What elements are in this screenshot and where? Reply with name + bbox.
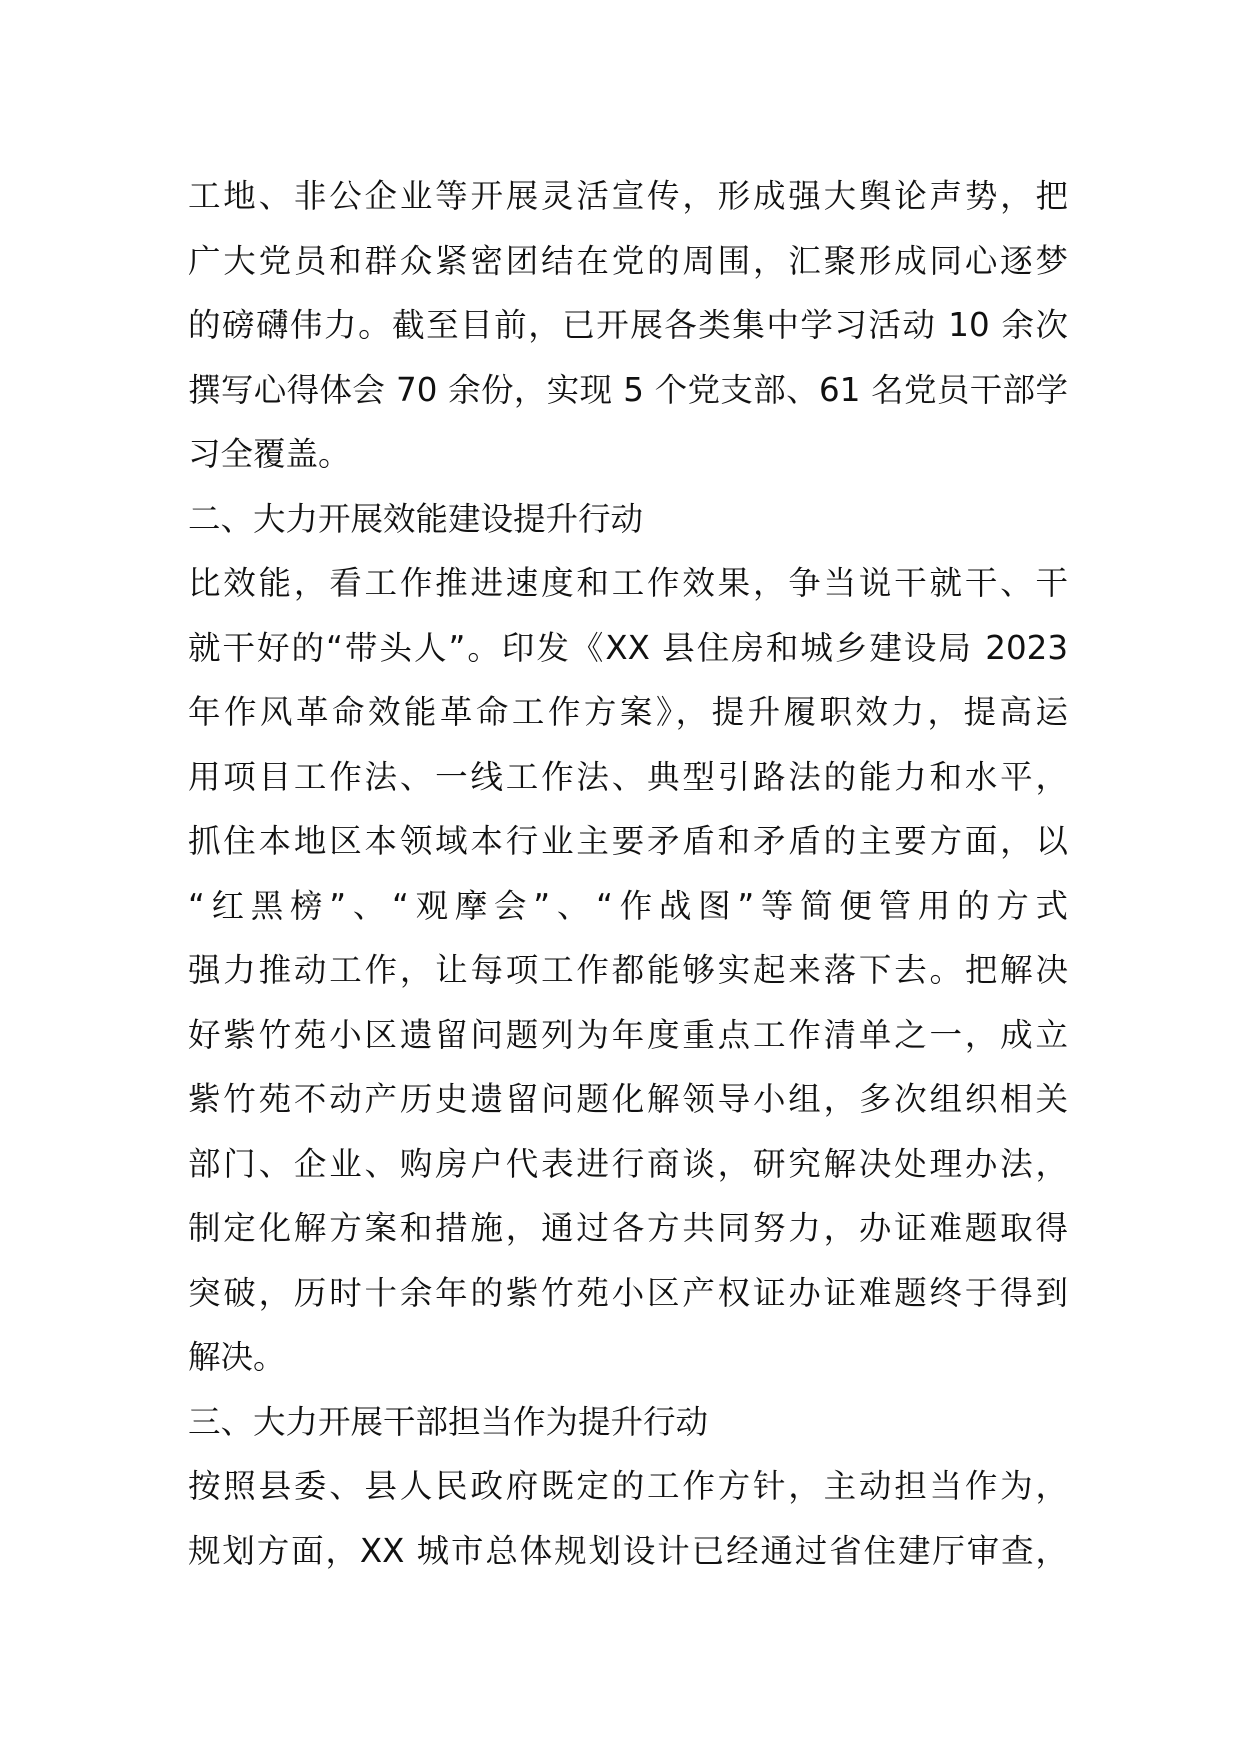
text-line: “红黑榜”、“观摩会”、“作战图”等简便管用的方式 — [188, 886, 1068, 925]
text-line: 二、大力开展效能建设提升行动 — [188, 499, 644, 538]
text-line: 就干好的“带头人”。印发《XX 县住房和城乡建设局 2023 — [188, 628, 1068, 667]
text-line: 的磅礴伟力。截至目前，已开展各类集中学习活动 10 余次 — [188, 306, 1068, 344]
text-line: 用项目工作法、一线工作法、典型引路法的能力和水平， — [188, 757, 1068, 796]
text-line: 好紫竹苑小区遗留问题列为年度重点工作清单之一，成立 — [188, 1015, 1068, 1054]
text-line: 强力推动工作，让每项工作都能够实起来落下去。把解决 — [188, 951, 1068, 989]
text-line: 按照县委、县人民政府既定的工作方针，主动担当作为， — [188, 1467, 1068, 1505]
text-line: 制定化解方案和措施，通过各方共同努力，办证难题取得 — [188, 1209, 1068, 1247]
text-line: 工地、非公企业等开展灵活宣传，形成强大舆论声势，把 — [188, 177, 1068, 215]
text-line: 紫竹苑不动产历史遗留问题化解领导小组，多次组织相关 — [188, 1080, 1068, 1118]
text-line: 部门、企业、购房户代表进行商谈，研究解决处理办法， — [188, 1144, 1068, 1183]
text-line: 规划方面，XX 城市总体规划设计已经通过省住建厅审查， — [188, 1531, 1068, 1570]
text-line: 比效能，看工作推进速度和工作效果，争当说干就干、干 — [188, 564, 1068, 602]
text-line: 解决。 — [188, 1338, 286, 1376]
text-line: 撰写心得体会 70 余份，实现 5 个党支部、61 名党员干部学 — [188, 370, 1068, 409]
text-line: 广大党员和群众紧密团结在党的周围，汇聚形成同心逐梦 — [188, 241, 1068, 280]
text-line: 习全覆盖。 — [188, 435, 351, 473]
document-body — [188, 164, 1068, 1583]
text-line: 三、大力开展干部担当作为提升行动 — [188, 1402, 709, 1441]
text-line: 年作风革命效能革命工作方案》，提升履职效力，提高运 — [188, 693, 1068, 731]
text-line: 突破，历时十余年的紫竹苑小区产权证办证难题终于得到 — [188, 1273, 1068, 1312]
text-line: 抓住本地区本领域本行业主要矛盾和矛盾的主要方面，以 — [188, 822, 1068, 860]
